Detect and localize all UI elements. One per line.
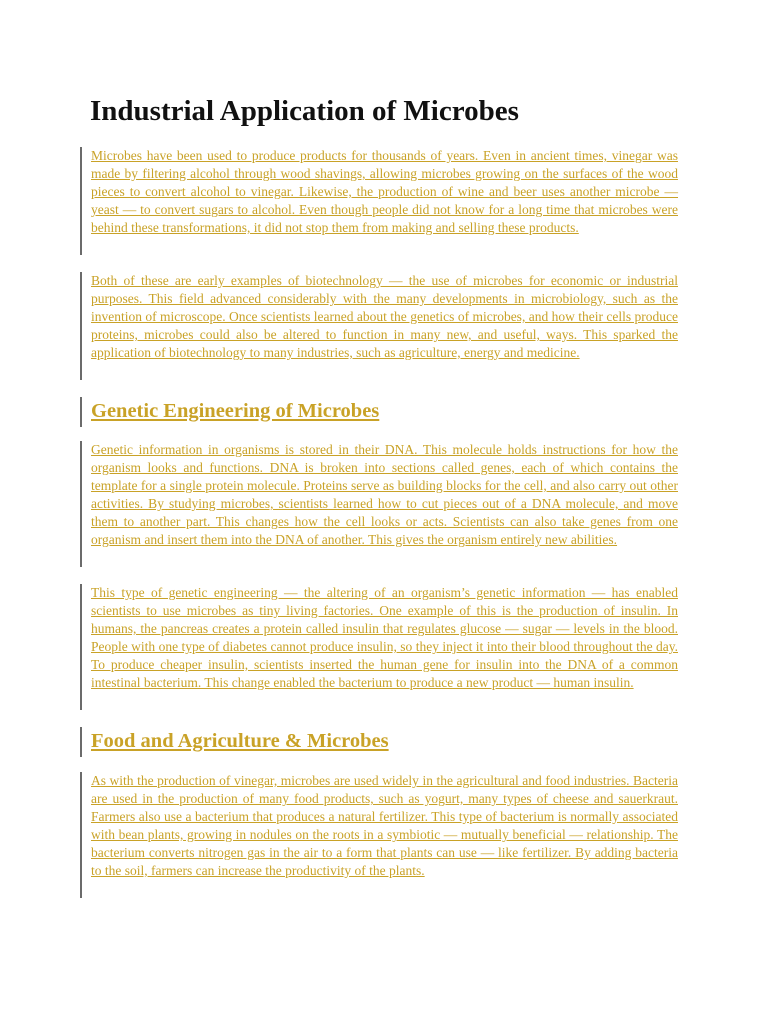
paragraph-link[interactable]: This type of genetic engineering — the altering of an organism’s genetic information — has enabled scientists to use microbes as tiny living factories. One example of this is the production of insulin. In humans, the pancreas creates a protein called insulin that regulates glucose — sugar — levels in the blood. People with one type of diabetes cannot produce insulin, so they inject it into their blood throughout the day. To produce cheaper insulin, scientists inserted the human gene for insulin into the DNA of a common intestinal bacterium. This change enabled the bacterium to produce a new product — human insulin. <box>91 585 678 690</box>
paragraph-link[interactable]: As with the production of vinegar, microbes are used widely in the agricultural and food industries. Bacteria are used in the production of many food products, such as yogurt, many types of cheese and sauerkraut. Farmers also use a bacterium that produces a natural fertilizer. This type of bacterium is normally associated with bean plants, growing in nodules on the roots in a symbiotic — mutually beneficial — relationship. The bacterium converts nitrogen gas in the air to a form that plants can use — like fertilizer. By adding bacteria to the soil, farmers can increase the productivity of the plants. <box>91 773 678 878</box>
page-title: Industrial Application of Microbes <box>90 95 519 127</box>
section-heading-block <box>80 397 678 427</box>
paragraph-link[interactable]: Both of these are early examples of biotechnology — the use of microbes for economic or industrial purposes. This field advanced considerably with the many developments in microbiology, such as the invention of microscope. Once scientists learned about the genetics of microbes, and how their cells produce proteins, microbes could also be altered to function in many new, and useful, ways. This sparked the application of biotechnology to many industries, such as agriculture, energy and medicine. <box>91 273 678 360</box>
paragraph-block <box>80 584 678 710</box>
paragraph-block <box>80 441 678 567</box>
paragraph-block <box>80 272 678 380</box>
paragraph-block <box>80 772 678 898</box>
paragraph-link[interactable]: Genetic information in organisms is stored in their DNA. This molecule holds instructions for how the organism looks and functions. DNA is broken into sections called genes, each of which contains the template for a single protein molecule. Proteins serve as building blocks for the cell, and also carry out other activities. By studying microbes, scientists learned how to cut pieces out of a DNA molecule, and move them to another part. This changes how the cell looks or acts. Scientists can also take genes from one organism and insert them into the DNA of another. This gives the organism entirely new abilities. <box>91 442 678 547</box>
section-heading-block <box>80 727 678 757</box>
section-heading-food-agriculture[interactable]: Food and Agriculture & Microbes <box>91 730 389 752</box>
paragraph-link[interactable]: Microbes have been used to produce products for thousands of years. Even in ancient times, vinegar was made by filtering alcohol through wood shavings, allowing microbes growing on the surfaces of the wood pieces to convert alcohol to vinegar. Likewise, the production of wine and beer uses another microbe — yeast — to convert sugars to alcohol. Even though people did not know for a long time that microbes were behind these transformations, it did not stop them from making and selling these products. <box>91 148 678 235</box>
section-heading-genetic-engineering[interactable]: Genetic Engineering of Microbes <box>91 400 380 422</box>
paragraph-block <box>80 147 678 255</box>
